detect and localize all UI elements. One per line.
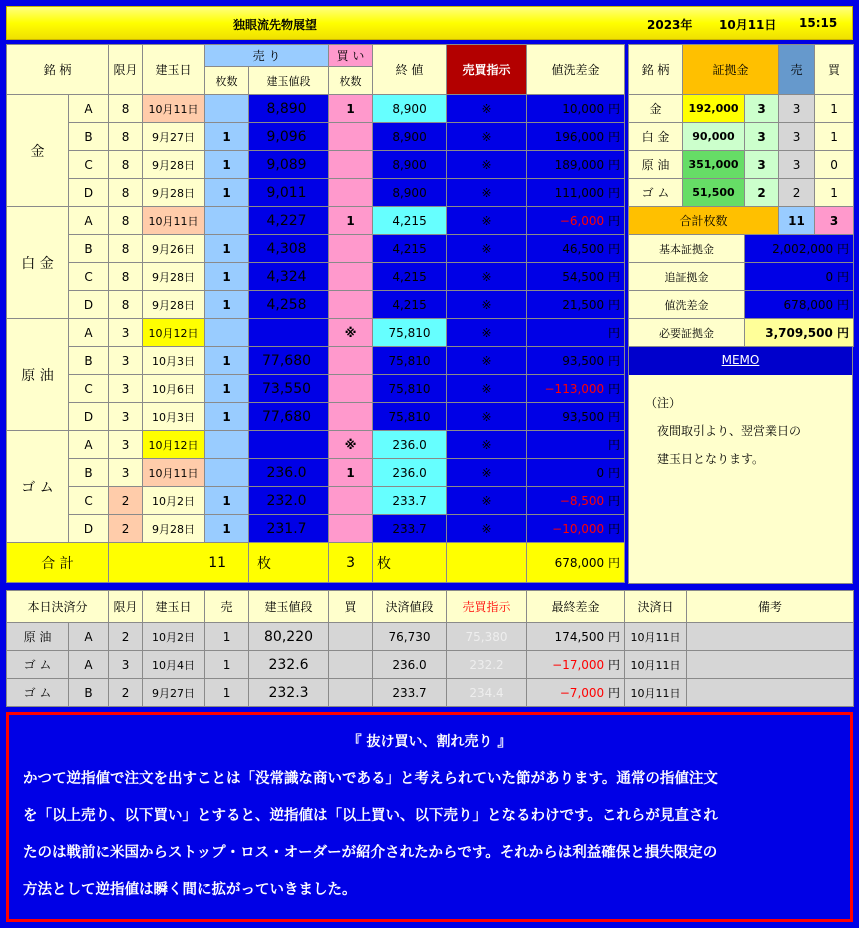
col-meigara: 銘 柄 xyxy=(7,45,109,95)
row-price: 4,227 xyxy=(249,207,329,235)
row-price: 73,550 xyxy=(249,375,329,403)
row-price xyxy=(249,319,329,347)
row-date: 9月27日 xyxy=(143,123,205,151)
summary-row xyxy=(629,235,854,263)
settle-day: 10月11日 xyxy=(625,623,687,651)
row-close: 4,215 xyxy=(373,263,447,291)
row-buy-lots xyxy=(329,347,373,375)
row-signal: ※ xyxy=(447,459,527,487)
margin-lots: 3 xyxy=(745,95,779,123)
position-row[interactable] xyxy=(7,123,625,151)
row-price: 9,096 xyxy=(249,123,329,151)
row-diff: 円 xyxy=(527,431,625,459)
margin-name: 金 xyxy=(629,95,683,123)
summary-row xyxy=(629,291,854,319)
summary-row xyxy=(629,319,854,347)
settle-price: 232.3 xyxy=(249,679,329,707)
side-total-sell: 11 xyxy=(779,207,815,235)
row-diff: 93,500 円 xyxy=(527,347,625,375)
settle-col-8: 最終差金 xyxy=(527,591,625,623)
row-price: 77,680 xyxy=(249,347,329,375)
margin-row xyxy=(629,123,854,151)
margin-sell: 3 xyxy=(779,95,815,123)
settle-buy xyxy=(329,623,373,651)
position-row[interactable] xyxy=(7,347,625,375)
settle-buy xyxy=(329,651,373,679)
position-row[interactable] xyxy=(7,263,625,291)
row-gengetsu: 3 xyxy=(109,431,143,459)
row-key: C xyxy=(69,375,109,403)
settle-key: B xyxy=(69,679,109,707)
row-diff: −8,500 円 xyxy=(527,487,625,515)
row-sell-lots: 1 xyxy=(205,375,249,403)
date-label: 10月11日 xyxy=(719,18,777,32)
settle-signal: 234.4 xyxy=(447,679,527,707)
summary-value: 678,000 円 xyxy=(745,291,854,319)
memo-panel xyxy=(628,346,853,584)
col-tategyokubi: 建玉日 xyxy=(143,45,205,95)
margin-buy: 1 xyxy=(815,179,854,207)
row-key: A xyxy=(69,95,109,123)
settle-col-3: 売 xyxy=(205,591,249,623)
margin-lots: 3 xyxy=(745,151,779,179)
group-name: ゴ ム xyxy=(7,431,69,543)
margin-sell: 3 xyxy=(779,151,815,179)
row-gengetsu: 3 xyxy=(109,403,143,431)
settle-name: ゴ ム xyxy=(7,679,69,707)
row-key: D xyxy=(69,179,109,207)
row-close: 233.7 xyxy=(373,515,447,543)
row-date: 10月6日 xyxy=(143,375,205,403)
position-row[interactable] xyxy=(7,151,625,179)
row-sell-lots xyxy=(205,95,249,123)
row-price: 232.0 xyxy=(249,487,329,515)
position-row[interactable] xyxy=(7,459,625,487)
position-row[interactable] xyxy=(7,179,625,207)
position-row[interactable] xyxy=(7,375,625,403)
settle-note xyxy=(687,679,854,707)
position-row[interactable] xyxy=(7,403,625,431)
settle-date: 10月2日 xyxy=(143,623,205,651)
row-buy-lots xyxy=(329,487,373,515)
col-tategyoku-nedan: 建玉値段 xyxy=(249,67,329,95)
side-col-meigara: 銘 柄 xyxy=(629,45,683,95)
year-label: 2023年 xyxy=(647,18,693,32)
row-date: 10月11日 xyxy=(143,95,205,123)
row-price: 77,680 xyxy=(249,403,329,431)
row-close: 75,810 xyxy=(373,319,447,347)
col-uri: 売 り xyxy=(205,45,329,67)
settle-gengetsu: 3 xyxy=(109,651,143,679)
commentary-box xyxy=(6,712,853,922)
margin-buy: 1 xyxy=(815,95,854,123)
col-gengetsu: 限月 xyxy=(109,45,143,95)
row-sell-lots xyxy=(205,431,249,459)
row-gengetsu: 8 xyxy=(109,207,143,235)
row-signal: ※ xyxy=(447,151,527,179)
margin-amount: 351,000 xyxy=(683,151,745,179)
row-date: 9月28日 xyxy=(143,291,205,319)
settle-col-7: 売買指示 xyxy=(447,591,527,623)
row-key: A xyxy=(69,431,109,459)
row-buy-lots xyxy=(329,291,373,319)
row-diff: −6,000 円 xyxy=(527,207,625,235)
position-row[interactable] xyxy=(7,319,625,347)
row-close: 8,900 xyxy=(373,123,447,151)
row-sell-lots: 1 xyxy=(205,291,249,319)
row-key: B xyxy=(69,123,109,151)
margin-sell: 2 xyxy=(779,179,815,207)
commentary-line: かつて逆指値で注文を出すことは「没常識な商いである」と考えられていた節があります。通常の指値注文 xyxy=(23,771,718,787)
row-key: D xyxy=(69,403,109,431)
settle-buy xyxy=(329,679,373,707)
row-gengetsu: 2 xyxy=(109,515,143,543)
memo-line: （注） xyxy=(645,396,682,410)
row-diff: 54,500 円 xyxy=(527,263,625,291)
row-key: B xyxy=(69,235,109,263)
margin-row xyxy=(629,95,854,123)
row-date: 9月26日 xyxy=(143,235,205,263)
side-col-shokokin: 証拠金 xyxy=(683,45,779,95)
row-signal: ※ xyxy=(447,123,527,151)
row-close: 4,215 xyxy=(373,235,447,263)
row-close: 8,900 xyxy=(373,95,447,123)
col-buy-maisu: 枚数 xyxy=(329,67,373,95)
group-name: 原 油 xyxy=(7,319,69,431)
settle-col-1: 限月 xyxy=(109,591,143,623)
row-sell-lots: 1 xyxy=(205,403,249,431)
row-gengetsu: 8 xyxy=(109,263,143,291)
row-date: 9月28日 xyxy=(143,179,205,207)
row-diff: 10,000 円 xyxy=(527,95,625,123)
row-buy-lots: 1 xyxy=(329,95,373,123)
col-sell-maisu: 枚数 xyxy=(205,67,249,95)
row-date: 10月12日 xyxy=(143,431,205,459)
row-date: 9月28日 xyxy=(143,151,205,179)
row-sell-lots xyxy=(205,459,249,487)
settlement-row[interactable] xyxy=(7,623,854,651)
row-price: 231.7 xyxy=(249,515,329,543)
total-mai-1: 枚 xyxy=(249,543,329,583)
memo-line: 夜間取引より、翌営業日の xyxy=(645,424,802,438)
commentary-line: たのは戦前に米国からストップ・ロス・オーダーが紹介されたからです。それからは利益確保と損失限定の xyxy=(23,845,718,861)
settle-signal: 232.2 xyxy=(447,651,527,679)
row-price xyxy=(249,431,329,459)
row-key: A xyxy=(69,207,109,235)
row-buy-lots xyxy=(329,263,373,291)
summary-label: 必要証拠金 xyxy=(629,319,745,347)
total-buy: 3 xyxy=(329,543,373,583)
row-close: 236.0 xyxy=(373,459,447,487)
margin-row xyxy=(629,179,854,207)
margin-amount: 192,000 xyxy=(683,95,745,123)
row-buy-lots: ※ xyxy=(329,319,373,347)
row-diff: 196,000 円 xyxy=(527,123,625,151)
side-col-uri: 売 xyxy=(779,45,815,95)
settle-gengetsu: 2 xyxy=(109,623,143,651)
row-diff: 21,500 円 xyxy=(527,291,625,319)
row-gengetsu: 8 xyxy=(109,235,143,263)
row-price: 9,011 xyxy=(249,179,329,207)
row-key: D xyxy=(69,291,109,319)
settle-date: 9月27日 xyxy=(143,679,205,707)
row-signal: ※ xyxy=(447,515,527,543)
group-name: 金 xyxy=(7,95,69,207)
settle-col-5: 買 xyxy=(329,591,373,623)
row-diff: 46,500 円 xyxy=(527,235,625,263)
col-owarine: 終 値 xyxy=(373,45,447,95)
settle-day: 10月11日 xyxy=(625,651,687,679)
row-sell-lots: 1 xyxy=(205,347,249,375)
summary-value: 3,709,500 円 xyxy=(745,319,854,347)
row-buy-lots xyxy=(329,375,373,403)
settle-sell: 1 xyxy=(205,679,249,707)
row-date: 10月12日 xyxy=(143,319,205,347)
settle-value: 233.7 xyxy=(373,679,447,707)
row-buy-lots xyxy=(329,235,373,263)
commentary-title: 『 抜け買い、割れ売り 』 xyxy=(347,734,512,750)
position-row[interactable] xyxy=(7,515,625,543)
memo-link[interactable]: MEMO xyxy=(629,347,852,375)
row-signal: ※ xyxy=(447,95,527,123)
row-sell-lots xyxy=(205,207,249,235)
settle-price: 232.6 xyxy=(249,651,329,679)
row-price: 4,324 xyxy=(249,263,329,291)
row-date: 10月3日 xyxy=(143,403,205,431)
row-signal: ※ xyxy=(447,347,527,375)
settle-col-9: 決済日 xyxy=(625,591,687,623)
row-key: A xyxy=(69,319,109,347)
total-label: 合 計 xyxy=(7,543,109,583)
row-sell-lots: 1 xyxy=(205,179,249,207)
settle-gengetsu: 2 xyxy=(109,679,143,707)
settle-col-0: 本日決済分 xyxy=(7,591,109,623)
summary-value: 2,002,000 円 xyxy=(745,235,854,263)
row-key: D xyxy=(69,515,109,543)
margin-row xyxy=(629,151,854,179)
settle-date: 10月4日 xyxy=(143,651,205,679)
row-signal: ※ xyxy=(447,487,527,515)
row-sell-lots: 1 xyxy=(205,123,249,151)
side-col-kai: 買 xyxy=(815,45,854,95)
settle-col-10: 備考 xyxy=(687,591,854,623)
settlement-row[interactable] xyxy=(7,679,854,707)
row-close: 236.0 xyxy=(373,431,447,459)
row-diff: 円 xyxy=(527,319,625,347)
row-close: 4,215 xyxy=(373,207,447,235)
row-close: 8,900 xyxy=(373,151,447,179)
settle-note xyxy=(687,623,854,651)
row-date: 9月28日 xyxy=(143,263,205,291)
settle-name: ゴ ム xyxy=(7,651,69,679)
position-row[interactable] xyxy=(7,207,625,235)
margin-lots: 2 xyxy=(745,179,779,207)
settle-day: 10月11日 xyxy=(625,679,687,707)
margin-buy: 0 xyxy=(815,151,854,179)
position-row[interactable] xyxy=(7,95,625,123)
row-gengetsu: 3 xyxy=(109,375,143,403)
group-name: 白 金 xyxy=(7,207,69,319)
row-date: 10月11日 xyxy=(143,459,205,487)
row-close: 75,810 xyxy=(373,375,447,403)
margin-buy: 1 xyxy=(815,123,854,151)
commentary-line: 方法として逆指値は瞬く間に拡がっていきました。 xyxy=(23,882,357,898)
settle-signal: 75,380 xyxy=(447,623,527,651)
total-sell: 11 xyxy=(109,543,249,583)
summary-label: 値洗差金 xyxy=(629,291,745,319)
margin-lots: 3 xyxy=(745,123,779,151)
row-diff: 111,000 円 xyxy=(527,179,625,207)
row-signal: ※ xyxy=(447,291,527,319)
row-close: 75,810 xyxy=(373,347,447,375)
row-buy-lots xyxy=(329,151,373,179)
row-close: 233.7 xyxy=(373,487,447,515)
col-kai: 買 い xyxy=(329,45,373,67)
settle-col-4: 建玉値段 xyxy=(249,591,329,623)
row-gengetsu: 8 xyxy=(109,123,143,151)
row-date: 10月2日 xyxy=(143,487,205,515)
row-key: C xyxy=(69,263,109,291)
margin-name: 白 金 xyxy=(629,123,683,151)
memo-line: 建玉日となります。 xyxy=(645,452,765,466)
row-buy-lots xyxy=(329,123,373,151)
row-close: 75,810 xyxy=(373,403,447,431)
row-price: 9,089 xyxy=(249,151,329,179)
row-sell-lots: 1 xyxy=(205,487,249,515)
summary-label: 追証拠金 xyxy=(629,263,745,291)
row-buy-lots: 1 xyxy=(329,207,373,235)
settlement-row[interactable] xyxy=(7,651,854,679)
row-date: 10月11日 xyxy=(143,207,205,235)
row-diff: 93,500 円 xyxy=(527,403,625,431)
settle-name: 原 油 xyxy=(7,623,69,651)
row-sell-lots: 1 xyxy=(205,263,249,291)
positions-table xyxy=(6,44,625,583)
settle-diff: 174,500 円 xyxy=(527,623,625,651)
settle-diff: −17,000 円 xyxy=(527,651,625,679)
side-total-label: 合計枚数 xyxy=(629,207,779,235)
row-signal: ※ xyxy=(447,319,527,347)
settle-sell: 1 xyxy=(205,651,249,679)
side-total-buy: 3 xyxy=(815,207,854,235)
row-gengetsu: 3 xyxy=(109,319,143,347)
row-price: 4,308 xyxy=(249,235,329,263)
title-bar xyxy=(6,6,853,40)
settle-key: A xyxy=(69,651,109,679)
row-price: 236.0 xyxy=(249,459,329,487)
row-gengetsu: 3 xyxy=(109,347,143,375)
row-key: C xyxy=(69,487,109,515)
col-nearai: 値洗差金 xyxy=(527,45,625,95)
row-price: 8,890 xyxy=(249,95,329,123)
col-baibai-shiji: 売買指示 xyxy=(447,45,527,95)
row-sell-lots xyxy=(205,319,249,347)
settle-sell: 1 xyxy=(205,623,249,651)
row-gengetsu: 3 xyxy=(109,459,143,487)
position-row[interactable] xyxy=(7,235,625,263)
summary-value: 0 円 xyxy=(745,263,854,291)
settle-value: 76,730 xyxy=(373,623,447,651)
row-key: B xyxy=(69,459,109,487)
row-gengetsu: 2 xyxy=(109,487,143,515)
settlement-table xyxy=(6,590,854,707)
margin-name: 原 油 xyxy=(629,151,683,179)
row-buy-lots xyxy=(329,515,373,543)
row-key: C xyxy=(69,151,109,179)
row-close: 4,215 xyxy=(373,291,447,319)
row-gengetsu: 8 xyxy=(109,291,143,319)
settle-note xyxy=(687,651,854,679)
row-sell-lots: 1 xyxy=(205,151,249,179)
margin-sell: 3 xyxy=(779,123,815,151)
position-row[interactable] xyxy=(7,431,625,459)
margin-amount: 90,000 xyxy=(683,123,745,151)
total-diff: 678,000 円 xyxy=(527,543,625,583)
row-gengetsu: 8 xyxy=(109,95,143,123)
row-signal: ※ xyxy=(447,235,527,263)
position-row[interactable] xyxy=(7,291,625,319)
row-signal: ※ xyxy=(447,179,527,207)
row-signal: ※ xyxy=(447,375,527,403)
row-close: 8,900 xyxy=(373,179,447,207)
row-date: 9月28日 xyxy=(143,515,205,543)
row-buy-lots xyxy=(329,403,373,431)
margin-name: ゴ ム xyxy=(629,179,683,207)
row-buy-lots: 1 xyxy=(329,459,373,487)
row-date: 10月3日 xyxy=(143,347,205,375)
position-row[interactable] xyxy=(7,487,625,515)
row-diff: −10,000 円 xyxy=(527,515,625,543)
row-gengetsu: 8 xyxy=(109,179,143,207)
row-price: 4,258 xyxy=(249,291,329,319)
margin-table xyxy=(628,44,854,347)
row-diff: −113,000 円 xyxy=(527,375,625,403)
settle-value: 236.0 xyxy=(373,651,447,679)
summary-label: 基本証拠金 xyxy=(629,235,745,263)
row-signal: ※ xyxy=(447,207,527,235)
summary-row xyxy=(629,263,854,291)
row-buy-lots xyxy=(329,179,373,207)
time-label: 15:15 xyxy=(799,16,838,30)
row-diff: 0 円 xyxy=(527,459,625,487)
row-gengetsu: 8 xyxy=(109,151,143,179)
total-mai-2: 枚 xyxy=(373,543,447,583)
row-signal: ※ xyxy=(447,431,527,459)
row-signal: ※ xyxy=(447,403,527,431)
settle-diff: −7,000 円 xyxy=(527,679,625,707)
commentary-line: を「以上売り、以下買い」とすると、逆指値は「以上買い、以下売り」となるわけです。これらが見直され xyxy=(23,808,718,824)
row-key: B xyxy=(69,347,109,375)
settle-key: A xyxy=(69,623,109,651)
total-blank xyxy=(447,543,527,583)
row-sell-lots: 1 xyxy=(205,235,249,263)
page-title: 独眼流先物展望 xyxy=(233,18,318,32)
row-signal: ※ xyxy=(447,263,527,291)
settle-col-2: 建玉日 xyxy=(143,591,205,623)
row-diff: 189,000 円 xyxy=(527,151,625,179)
settle-col-6: 決済値段 xyxy=(373,591,447,623)
settle-price: 80,220 xyxy=(249,623,329,651)
row-sell-lots: 1 xyxy=(205,515,249,543)
row-buy-lots: ※ xyxy=(329,431,373,459)
margin-amount: 51,500 xyxy=(683,179,745,207)
